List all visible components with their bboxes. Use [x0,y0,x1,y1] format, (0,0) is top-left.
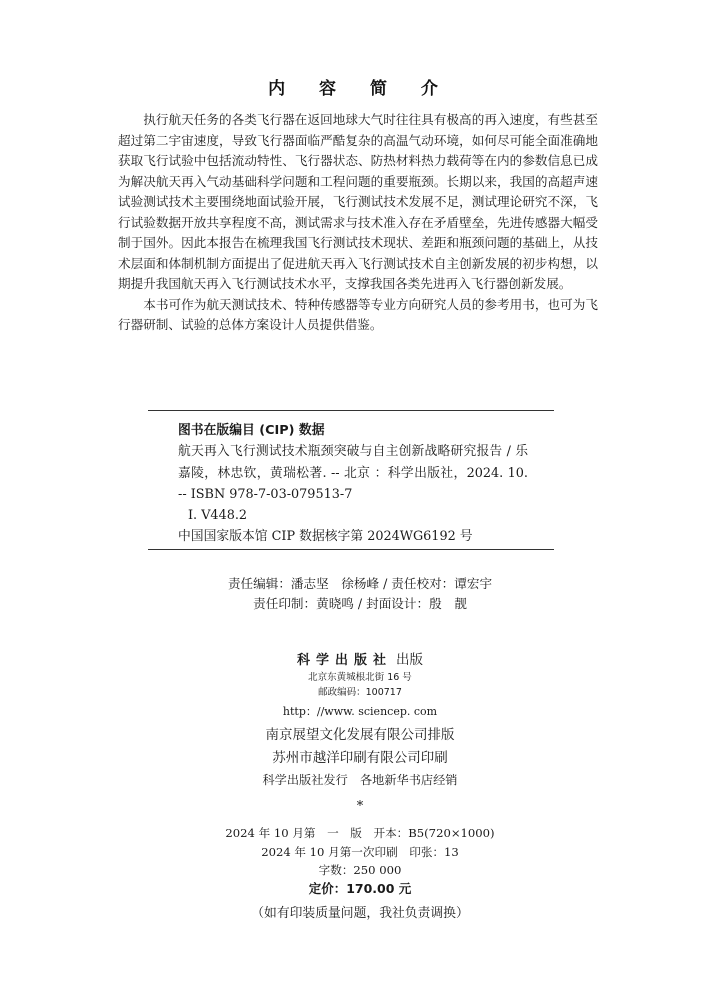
intro-paragraph-2: 本书可作为航天测试技术、特种传感器等专业方向研究人员的参考用书，也可为飞行器研制、试验的总体方案设计人员提供借鉴。 [118,296,598,332]
cip-record: 航天再入飞行测试技术瓶颈突破与自主创新战略研究报告 / 乐嘉陵，林忠钦，黄瑞松著. -- 北京 ：科学出版社，2024. 10. -- ISBN 978-7-03-079513-7 [178,444,528,502]
price: 定价：170.00 元 [308,881,412,896]
cip-bottom-rule [148,549,554,550]
publisher-suffix: 出版 [396,652,423,668]
publisher-block [0,650,720,721]
introduction [118,110,598,336]
publisher-postcode: 邮政编码：100717 [318,686,402,698]
cip-block [178,420,528,548]
cip-classification: Ⅰ. V448.2 [188,508,248,524]
impression-line: 2024 年 10 月第一次印刷 印张：13 [261,844,459,859]
typesetter: 南京展望文化发展有限公司排版 [265,727,455,743]
separator-asterisk: * [356,799,364,814]
edition-line: 2024 年 10 月第 一 版 开本：B5(720×1000) [225,826,495,840]
cip-verification: 中国国家版本馆 CIP 数据核字第 2024WG6192 号 [178,529,473,545]
publisher-logo-text: 科学出版社 [296,653,392,668]
page-title: 内 容 简 介 [268,79,452,99]
credits [0,574,720,613]
credits-production: 责任印制：黄晓鸣 / 封面设计：殷 靓 [253,595,467,611]
distributor: 科学出版社发行 各地新华书店经销 [262,773,458,787]
cip-heading: 图书在版编目 (CIP) 数据 [178,423,325,438]
publisher-address: 北京东黄城根北街 16 号 [308,672,412,683]
book-specs [0,824,720,880]
publisher-line [0,650,720,671]
printer: 苏州市越洋印刷有限公司印刷 [272,750,448,766]
printing-info [0,724,720,790]
credits-editors: 责任编辑：潘志坚 徐杨峰 / 责任校对：谭宏宇 [227,576,493,591]
cip-top-rule [148,410,554,411]
word-count: 字数：250 000 [318,863,402,877]
quality-notice: （如有印装质量问题，我社负责调换） [251,906,469,921]
publisher-website: http：//www. sciencep. com [282,705,438,718]
intro-paragraph-1: 执行航天任务的各类飞行器在返回地球大气时往往具有极高的再入速度，有些甚至超过第二宇宙速度，导致飞行器面临严酷复杂的高温气动环境，如何尽可能全面准确地获取飞行试验中包括流动特性、飞行器状态、防热材料热力载荷等在内的参数信息已成为解决航天再入气动基础科学问题和工程问题的重要瓶颈。长期以来，我国的高超声速试验测试技术主要围绕地面试验开展，飞行测试技术发展不足，测试理论研究不深，飞行试验数据开放共享程度不高，测试需求与技术准入存在矛盾壁垒，先进传感器大幅受制于国外。因此本报告在梳理我国飞行测试技术现状、差距和瓶颈问题的基础上，从技术层面和体制机制方面提出了促进航天再入飞行测试技术自主创新发展的初步构想，以期提升我国航天再入飞行测试技术水平，支撑我国各类先进再入飞行器创新发展。 [118,112,598,291]
